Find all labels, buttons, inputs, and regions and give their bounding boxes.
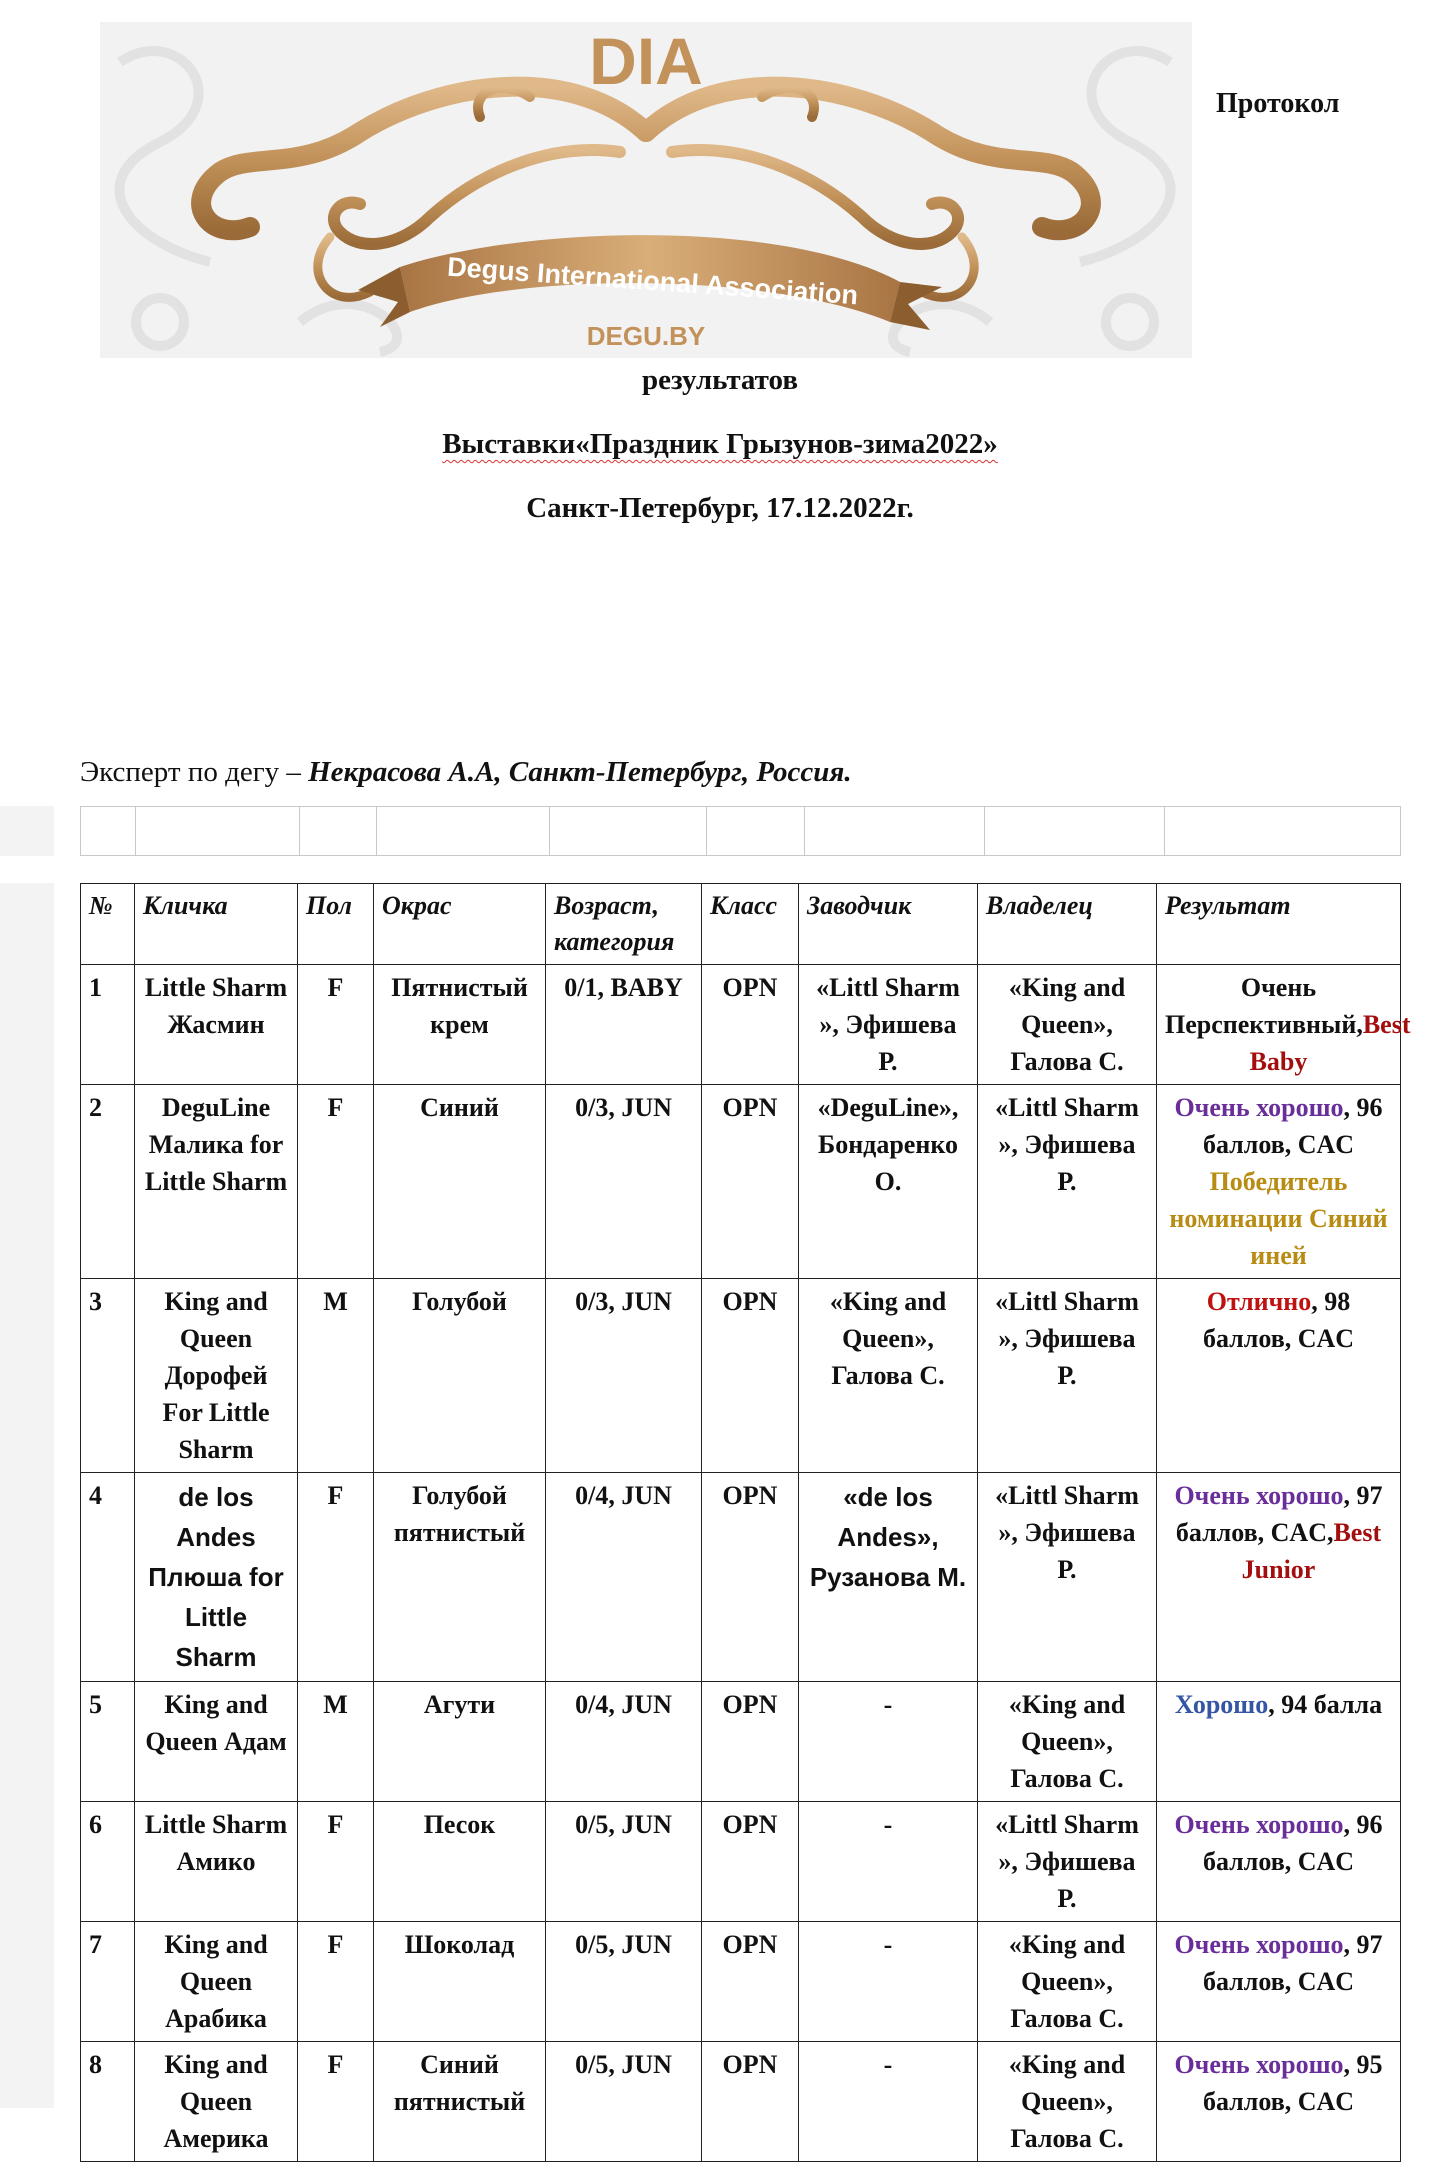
expert-name: Некрасова А.А, Санкт-Петербург, Россия.	[308, 756, 852, 788]
owner-text: «King and Queen», Галова С.	[1008, 2050, 1126, 2153]
cell-result	[1157, 1682, 1401, 1802]
cell-name	[135, 1922, 298, 2042]
cell-class	[702, 965, 799, 1085]
color-text: Шоколад	[404, 1930, 515, 1959]
name-text: DeguLine Малика for Little Sharm	[144, 1093, 288, 1196]
cell-name	[135, 965, 298, 1085]
class-text: OPN	[722, 1481, 778, 1510]
owner-text: «King and Queen», Галова С.	[1008, 1690, 1126, 1793]
result-segment: Best Junior	[1241, 1518, 1382, 1584]
table-row	[81, 2042, 1401, 2162]
cell-sex	[298, 1279, 374, 1473]
sex-text: F	[327, 973, 344, 1002]
cell-owner	[978, 1279, 1157, 1473]
cell-age	[546, 1085, 702, 1279]
cell-breeder	[799, 1802, 978, 1922]
result-segment: , 95 баллов, CAC	[1202, 2050, 1383, 2116]
sex-text: F	[327, 1093, 344, 1122]
header-age: Возраст, категория	[546, 884, 702, 965]
cell-class	[702, 1682, 799, 1802]
table-row	[81, 1922, 1401, 2042]
cell-name	[135, 1473, 298, 1682]
cell-result	[1157, 1802, 1401, 1922]
result-segment: , 97 баллов, CAC,	[1175, 1481, 1383, 1547]
cell-num	[81, 1922, 135, 2042]
cell-class	[702, 1473, 799, 1682]
logo-title: DIA	[589, 24, 703, 98]
age-text: 0/5, JUN	[575, 1810, 672, 1839]
result-segment: Отлично	[1206, 1287, 1312, 1316]
age-text: 0/5, JUN	[575, 1930, 672, 1959]
cell-age	[546, 965, 702, 1085]
cell-owner	[978, 1682, 1157, 1802]
cell-class	[702, 1922, 799, 2042]
cell-age	[546, 2042, 702, 2162]
num-text: 6	[89, 1810, 102, 1839]
cell-class	[702, 2042, 799, 2162]
cell-class	[702, 1802, 799, 1922]
header-result: Результат	[1157, 884, 1401, 965]
cell-name	[135, 1802, 298, 1922]
num-text: 3	[89, 1287, 102, 1316]
cell-num	[81, 2042, 135, 2162]
age-text: 0/1, BABY	[564, 973, 683, 1002]
cell-owner	[978, 965, 1157, 1085]
cell-owner	[978, 1085, 1157, 1279]
cell-color	[374, 2042, 546, 2162]
cell-name	[135, 1085, 298, 1279]
cell-num	[81, 1085, 135, 1279]
cell-num	[81, 1802, 135, 1922]
breeder-text: -	[883, 1930, 893, 1959]
cell-sex	[298, 1922, 374, 2042]
table-row	[81, 1802, 1401, 1922]
cell-owner	[978, 1473, 1157, 1682]
sex-text: F	[327, 2050, 344, 2079]
cell-breeder	[799, 1473, 978, 1682]
result-segment: Хорошо	[1174, 1690, 1269, 1719]
cell-color	[374, 1682, 546, 1802]
cell-color	[374, 965, 546, 1085]
result-segment: Best Baby	[1249, 1010, 1411, 1076]
city-date: Санкт-Петербург, 17.12.2022г.	[526, 492, 914, 524]
num-text: 7	[89, 1930, 102, 1959]
cell-breeder	[799, 1682, 978, 1802]
result-segment: Очень Перспективный,	[1165, 973, 1363, 1039]
age-text: 0/3, JUN	[575, 1093, 672, 1122]
cell-result	[1157, 1085, 1401, 1279]
table-body	[81, 965, 1411, 2162]
result-segment: Очень хорошо	[1174, 1481, 1344, 1510]
cell-age	[546, 1473, 702, 1682]
breeder-text: «DeguLine», Бондаренко О.	[817, 1093, 959, 1196]
table-row	[81, 1682, 1401, 1802]
name-text: de los Andes Плюша for Little Sharm	[148, 1482, 284, 1672]
num-text: 5	[89, 1690, 102, 1719]
breeder-text: -	[883, 1810, 893, 1839]
cell-color	[374, 1279, 546, 1473]
cell-sex	[298, 1682, 374, 1802]
class-text: OPN	[722, 1093, 778, 1122]
num-text: 1	[89, 973, 102, 1002]
cell-color	[374, 1473, 546, 1682]
result-segment: Очень хорошо	[1174, 2050, 1344, 2079]
cell-sex	[298, 2042, 374, 2162]
cell-breeder	[799, 1279, 978, 1473]
num-text: 8	[89, 2050, 102, 2079]
expert-line	[80, 756, 852, 789]
table-row	[81, 965, 1401, 1085]
breeder-text: -	[883, 1690, 893, 1719]
cell-result	[1157, 2042, 1401, 2162]
color-text: Синий пятнистый	[393, 2050, 526, 2116]
cell-sex	[298, 965, 374, 1085]
breeder-text: «de los Andes», Рузанова М.	[809, 1482, 967, 1592]
result-segment: , 96 баллов, CAC	[1202, 1093, 1383, 1159]
age-text: 0/4, JUN	[575, 1690, 672, 1719]
empty-header-table	[80, 806, 1401, 856]
exhibition-title-text: Выставки«Праздник Грызунов-зима2022»	[442, 428, 998, 460]
cell-class	[702, 1085, 799, 1279]
color-text: Голубой	[412, 1287, 507, 1316]
color-text: Синий	[420, 1093, 499, 1122]
age-text: 0/3, JUN	[575, 1287, 672, 1316]
name-text: Little Sharm Жасмин	[144, 973, 288, 1039]
expert-label: Эксперт по дегу –	[80, 756, 301, 788]
class-text: OPN	[722, 1690, 778, 1719]
logo-site: DEGU.BY	[586, 321, 706, 351]
result-segment: Очень хорошо	[1174, 1093, 1344, 1122]
cell-num	[81, 965, 135, 1085]
cell-age	[546, 1279, 702, 1473]
owner-text: «King and Queen», Галова С.	[1008, 1930, 1126, 2033]
breeder-text: «King and Queen», Галова С.	[829, 1287, 947, 1390]
class-text: OPN	[722, 1810, 778, 1839]
cell-num	[81, 1473, 135, 1682]
header-sex: Пол	[298, 884, 374, 965]
result-segment: , 96 баллов, CAC	[1202, 1810, 1383, 1876]
cell-owner	[978, 1802, 1157, 1922]
cell-breeder	[799, 1922, 978, 2042]
owner-text: «King and Queen», Галова С.	[1008, 973, 1126, 1076]
table-row	[81, 1473, 1401, 1682]
logo-artwork	[100, 22, 1192, 358]
result-segment: Победитель номинации Синий иней	[1169, 1167, 1388, 1270]
result-segment: , 98 баллов, CAC	[1202, 1287, 1355, 1353]
num-text: 2	[89, 1093, 102, 1122]
breeder-text: «Littl Sharm », Эфишева Р.	[816, 973, 960, 1076]
cell-breeder	[799, 965, 978, 1085]
header-class: Класс	[702, 884, 799, 965]
cell-age	[546, 1802, 702, 1922]
cell-sex	[298, 1802, 374, 1922]
name-text: Little Sharm Амико	[144, 1810, 288, 1876]
class-text: OPN	[722, 973, 778, 1002]
sex-text: F	[327, 1930, 344, 1959]
sex-text: F	[327, 1481, 344, 1510]
result-segment: Очень хорошо	[1174, 1810, 1344, 1839]
breeder-text: -	[883, 2050, 893, 2079]
color-text: Пятнистый крем	[391, 973, 528, 1039]
sex-text: F	[327, 1810, 344, 1839]
result-segment: , 94 балла	[1268, 1690, 1383, 1719]
color-text: Песок	[423, 1810, 496, 1839]
cell-num	[81, 1682, 135, 1802]
results-subtitle: результатов	[642, 364, 798, 396]
header-num: №	[81, 884, 135, 965]
table-header-row	[81, 884, 1401, 965]
header-color: Окрас	[374, 884, 546, 965]
cell-name	[135, 2042, 298, 2162]
cell-result	[1157, 1922, 1401, 2042]
class-text: OPN	[722, 2050, 778, 2079]
dia-logo	[100, 22, 1192, 358]
sex-text: M	[323, 1287, 348, 1316]
left-margin-stub-main	[0, 883, 54, 2108]
name-text: King and Queen Адам	[145, 1690, 287, 1756]
name-text: King and Queen Дорофей For Little Sharm	[162, 1287, 270, 1464]
cell-num	[81, 1279, 135, 1473]
cell-sex	[298, 1085, 374, 1279]
color-text: Агути	[423, 1690, 496, 1719]
header-owner: Владелец	[978, 884, 1157, 965]
class-text: OPN	[722, 1287, 778, 1316]
cell-color	[374, 1802, 546, 1922]
left-margin-stub	[0, 806, 54, 856]
age-text: 0/5, JUN	[575, 2050, 672, 2079]
class-text: OPN	[722, 1930, 778, 1959]
header-name: Кличка	[135, 884, 298, 965]
protocol-title: Протокол	[1216, 88, 1340, 119]
cell-owner	[978, 1922, 1157, 2042]
cell-color	[374, 1922, 546, 2042]
cell-breeder	[799, 2042, 978, 2162]
cell-class	[702, 1279, 799, 1473]
owner-text: «Littl Sharm », Эфишева Р.	[995, 1810, 1139, 1913]
results-table	[80, 883, 1411, 2162]
cell-sex	[298, 1473, 374, 1682]
num-text: 4	[89, 1481, 102, 1510]
result-segment: , 97 баллов, CAC	[1202, 1930, 1383, 1996]
cell-result	[1157, 1473, 1401, 1682]
cell-age	[546, 1682, 702, 1802]
age-text: 0/4, JUN	[575, 1481, 672, 1510]
exhibition-title	[0, 428, 1440, 461]
color-text: Голубой пятнистый	[393, 1481, 526, 1547]
owner-text: «Littl Sharm », Эфишева Р.	[995, 1287, 1139, 1390]
cell-owner	[978, 2042, 1157, 2162]
cell-name	[135, 1279, 298, 1473]
table-row	[81, 1085, 1401, 1279]
cell-breeder	[799, 1085, 978, 1279]
name-text: King and Queen Арабика	[164, 1930, 268, 2033]
owner-text: «Littl Sharm », Эфишева Р.	[995, 1093, 1139, 1196]
table-row	[81, 1279, 1401, 1473]
sex-text: M	[323, 1690, 348, 1719]
logo-ribbon-text: Degus International Association	[446, 251, 859, 311]
name-text: King and Queen Америка	[163, 2050, 269, 2153]
cell-name	[135, 1682, 298, 1802]
cell-result	[1157, 1279, 1401, 1473]
cell-age	[546, 1922, 702, 2042]
cell-result	[1157, 965, 1411, 1085]
owner-text: «Littl Sharm », Эфишева Р.	[995, 1481, 1139, 1584]
cell-color	[374, 1085, 546, 1279]
header-breeder: Заводчик	[799, 884, 978, 965]
result-segment: Очень хорошо	[1174, 1930, 1344, 1959]
